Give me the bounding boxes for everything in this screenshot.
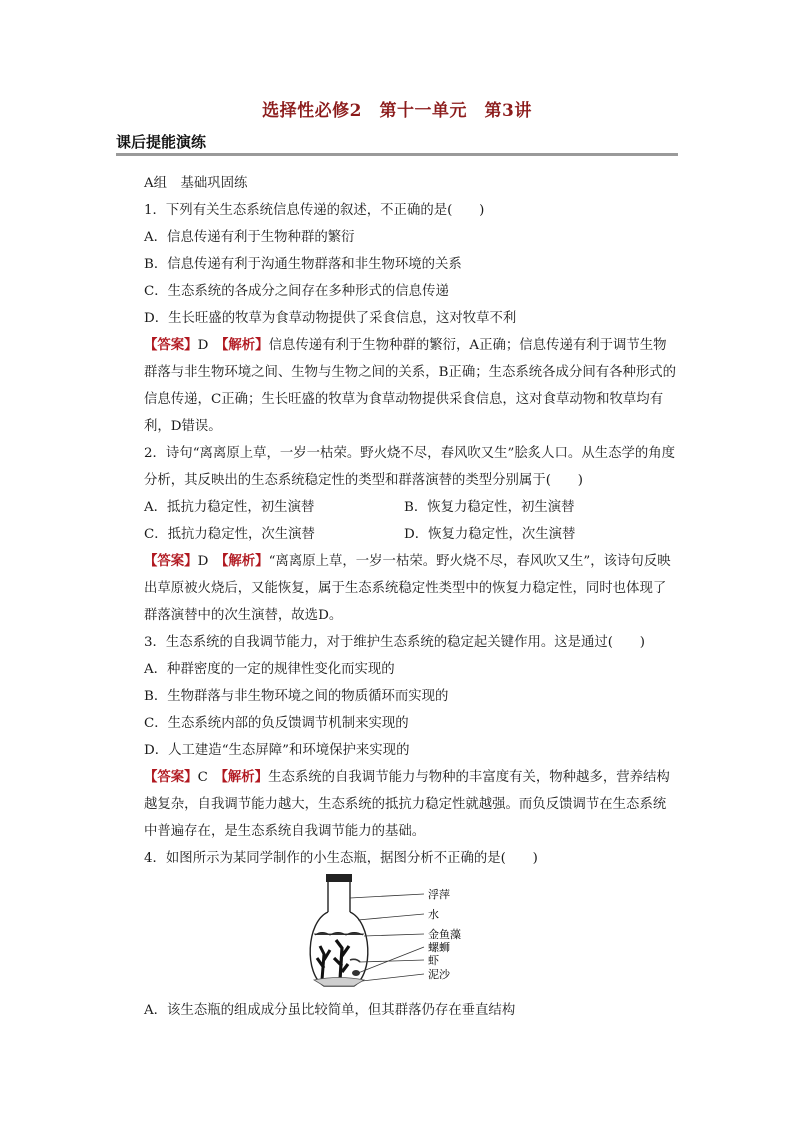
question-3-answer — [116, 764, 678, 845]
answer-value: D — [197, 554, 222, 569]
question-2-option-c: C．抵抗力稳定性，次生演替 — [144, 527, 315, 542]
group-label: A组 基础巩固练 — [144, 176, 248, 191]
shrimp — [350, 959, 360, 962]
label-sand: 泥沙 — [428, 968, 450, 981]
document-body — [116, 170, 678, 1024]
question-2-option-d: D．恢复力稳定性，次生演替 — [404, 527, 576, 542]
bottle-stopper — [326, 874, 352, 882]
question-3-option-b: B．生物群落与非生物环境之间的物质循环而实现的 — [144, 689, 449, 704]
question-2-options-row-1 — [116, 494, 678, 521]
label-shrimp: 虾 — [428, 954, 439, 967]
label-duckweed: 浮萍 — [428, 888, 450, 901]
header-divider — [116, 153, 678, 156]
analysis-label: 【解析】 — [221, 553, 269, 569]
label-snail: 螺蛳 — [428, 941, 450, 954]
analysis-text: 信息传递有利于生物种群的繁衍，A正确；信息传递有利于调节生物群落与非生物环境之间、生物与生物之间的关系，B正确；生态系统各成分间有各种形式的信息传递，C正确；生长旺盛的牧草为食草动物提供采食信息，这对食草动物和牧草均有利，D错误。 — [144, 338, 677, 434]
sand-layer — [314, 978, 364, 987]
question-1-option-c: C．生态系统的各成分之间存在多种形式的信息传递 — [144, 284, 449, 299]
question-1-answer — [116, 332, 678, 440]
question-3-option-d: D．人工建造“生态屏障”和环境保护来实现的 — [144, 743, 410, 758]
question-1-option-d: D．生长旺盛的牧草为食草动物提供了采食信息，这对牧草不利 — [144, 311, 517, 326]
answer-label: 【答案】 — [144, 769, 198, 785]
section-title: 课后提能演练 — [116, 133, 207, 151]
question-2-option-a: A．抵抗力稳定性，初生演替 — [144, 500, 315, 515]
question-4-stem: 4．如图所示为某同学制作的小生态瓶，据图分析不正确的是( ) — [144, 851, 538, 866]
answer-label: 【答案】 — [144, 337, 198, 353]
question-1-stem: 1．下列有关生态系统信息传递的叙述，不正确的是( ) — [144, 203, 485, 218]
answer-label: 【答案】 — [144, 553, 198, 569]
ecosystem-bottle-figure — [116, 872, 678, 997]
page-title: 选择性必修2 第十一单元 第3讲 — [262, 101, 532, 121]
answer-value: C — [197, 770, 222, 785]
question-2-option-b: B．恢复力稳定性，初生演替 — [404, 500, 575, 515]
analysis-text: “离离原上草，一岁一枯荣。野火烧不尽，春风吹又生”，该诗句反映出草原被火烧后，又能恢复，属于生态系统稳定性类型中的恢复力稳定性，同时也体现了群落演替中的次生演替，故选D。 — [144, 554, 671, 623]
label-hornwort: 金鱼藻 — [428, 928, 461, 941]
question-3-stem: 3．生态系统的自我调节能力，对于维护生态系统的稳定起关键作用。这是通过( ) — [144, 635, 646, 650]
hornwort-plant — [334, 940, 349, 980]
analysis-label: 【解析】 — [221, 769, 269, 785]
question-1-option-a: A．信息传递有利于生物种群的繁衍 — [144, 230, 355, 245]
question-2-answer — [116, 548, 678, 629]
question-3-option-c: C．生态系统内部的负反馈调节机制来实现的 — [144, 716, 409, 731]
question-4-option-a: A．该生态瓶的组成成分虽比较简单，但其群落仍存在垂直结构 — [144, 1003, 516, 1018]
duckweed — [315, 933, 363, 936]
question-3-option-a: A．种群密度的一定的规律性变化而实现的 — [144, 662, 395, 677]
hornwort-plant — [317, 946, 330, 980]
label-water: 水 — [428, 908, 439, 921]
question-2-stem: 2．诗句“离离原上草，一岁一枯荣。野火烧不尽，春风吹又生”脍炙人口。从生态学的角度分析，其反映出的生态系统稳定性的类型和群落演替的类型分别属于( ) — [144, 446, 676, 488]
question-2-options-row-2 — [116, 521, 678, 548]
ecosystem-bottle-diagram — [306, 874, 496, 996]
question-1-option-b: B．信息传递有利于沟通生物群落和非生物环境的关系 — [144, 257, 462, 272]
answer-value: D — [197, 338, 222, 353]
analysis-label: 【解析】 — [221, 337, 269, 353]
analysis-text: 生态系统的自我调节能力与物种的丰富度有关，物种越多，营养结构越复杂，自我调节能力越大，生态系统的抵抗力稳定性就越强。而负反馈调节在生态系统中普遍存在，是生态系统自我调节能力的基础。 — [144, 770, 670, 839]
